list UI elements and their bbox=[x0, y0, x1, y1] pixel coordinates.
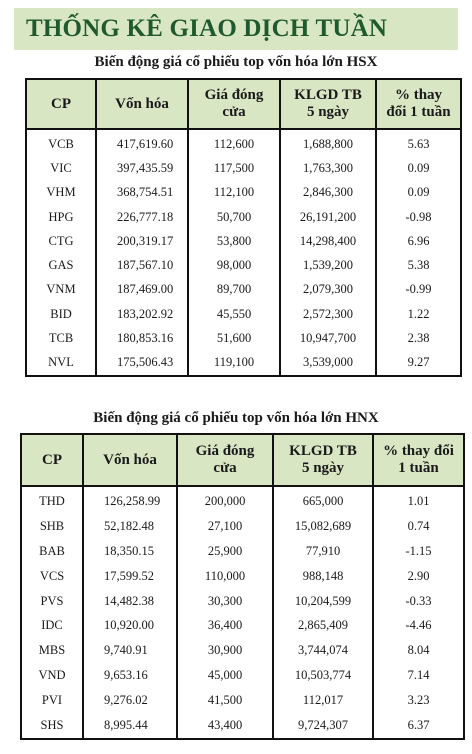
column-header-market-cap: Vốn hóa bbox=[96, 79, 188, 129]
close-price-cell: 112,600 bbox=[188, 129, 280, 156]
weekly-change-cell: 2.90 bbox=[373, 564, 464, 589]
close-price-cell: 110,000 bbox=[177, 564, 273, 589]
table-row bbox=[21, 486, 464, 514]
ticker-cell: PVI bbox=[21, 688, 83, 713]
market-cap-cell: 18,350.15 bbox=[83, 539, 177, 564]
close-price-cell: 51,600 bbox=[188, 326, 280, 350]
market-cap-cell: 9,740.91 bbox=[83, 638, 177, 663]
table-row bbox=[26, 326, 461, 350]
ticker-cell: PVS bbox=[21, 589, 83, 614]
avg-volume-cell: 77,910 bbox=[273, 539, 373, 564]
avg-volume-cell: 26,191,200 bbox=[280, 205, 376, 229]
avg-volume-cell: 1,688,800 bbox=[280, 129, 376, 156]
avg-volume-cell: 3,539,000 bbox=[280, 351, 376, 376]
avg-volume-cell: 1,539,200 bbox=[280, 253, 376, 277]
column-header-cp: CP bbox=[26, 79, 96, 129]
column-header-avg-volume: KLGD TB 5 ngày bbox=[273, 434, 373, 486]
page-title: THỐNG KÊ GIAO DỊCH TUẦN bbox=[26, 15, 388, 42]
avg-volume-cell: 988,148 bbox=[273, 564, 373, 589]
hsx-table-body bbox=[26, 129, 461, 376]
hnx-table bbox=[20, 433, 465, 740]
ticker-cell: VNM bbox=[26, 278, 96, 302]
column-header-market-cap: Vốn hóa bbox=[83, 434, 177, 486]
table-row bbox=[26, 302, 461, 326]
weekly-change-cell: 2.38 bbox=[376, 326, 461, 350]
column-header-cp: CP bbox=[21, 434, 83, 486]
weekly-change-cell: 6.37 bbox=[373, 713, 464, 739]
ticker-cell: VIC bbox=[26, 156, 96, 180]
close-price-cell: 25,900 bbox=[177, 539, 273, 564]
column-header-close-price: Giá đóng cửa bbox=[188, 79, 280, 129]
ticker-cell: MBS bbox=[21, 638, 83, 663]
close-price-cell: 89,700 bbox=[188, 278, 280, 302]
close-price-cell: 45,000 bbox=[177, 663, 273, 688]
table-row bbox=[26, 205, 461, 229]
weekly-change-cell: -0.99 bbox=[376, 278, 461, 302]
table-row bbox=[26, 229, 461, 253]
column-header-close-price: Giá đóng cửa bbox=[177, 434, 273, 486]
market-cap-cell: 9,276.02 bbox=[83, 688, 177, 713]
weekly-change-cell: 5.63 bbox=[376, 129, 461, 156]
column-header-weekly-change: % thay đổi 1 tuần bbox=[373, 434, 464, 486]
column-header-weekly-change: % thay đổi 1 tuần bbox=[376, 79, 461, 129]
ticker-cell: VCB bbox=[26, 129, 96, 156]
market-cap-cell: 17,599.52 bbox=[83, 564, 177, 589]
close-price-cell: 30,300 bbox=[177, 589, 273, 614]
avg-volume-cell: 2,572,300 bbox=[280, 302, 376, 326]
avg-volume-cell: 112,017 bbox=[273, 688, 373, 713]
hnx-table-body bbox=[21, 486, 464, 739]
close-price-cell: 36,400 bbox=[177, 613, 273, 638]
table-row bbox=[21, 713, 464, 739]
ticker-cell: IDC bbox=[21, 613, 83, 638]
market-cap-cell: 187,567.10 bbox=[96, 253, 188, 277]
weekly-change-cell: 1.01 bbox=[373, 486, 464, 514]
market-cap-cell: 368,754.51 bbox=[96, 181, 188, 205]
weekly-change-cell: -1.15 bbox=[373, 539, 464, 564]
market-cap-cell: 14,482.38 bbox=[83, 589, 177, 614]
avg-volume-cell: 3,744,074 bbox=[273, 638, 373, 663]
table-row bbox=[21, 688, 464, 713]
weekly-change-cell: -4.46 bbox=[373, 613, 464, 638]
weekly-change-cell: 5.38 bbox=[376, 253, 461, 277]
weekly-change-cell: 0.09 bbox=[376, 156, 461, 180]
close-price-cell: 200,000 bbox=[177, 486, 273, 514]
market-cap-cell: 200,319.17 bbox=[96, 229, 188, 253]
market-cap-cell: 126,258.99 bbox=[83, 486, 177, 514]
ticker-cell: GAS bbox=[26, 253, 96, 277]
close-price-cell: 112,100 bbox=[188, 181, 280, 205]
ticker-cell: VND bbox=[21, 663, 83, 688]
avg-volume-cell: 10,503,774 bbox=[273, 663, 373, 688]
table-row bbox=[21, 564, 464, 589]
table-row bbox=[26, 253, 461, 277]
ticker-cell: TCB bbox=[26, 326, 96, 350]
avg-volume-cell: 665,000 bbox=[273, 486, 373, 514]
close-price-cell: 27,100 bbox=[177, 514, 273, 539]
market-cap-cell: 226,777.18 bbox=[96, 205, 188, 229]
close-price-cell: 30,900 bbox=[177, 638, 273, 663]
avg-volume-cell: 9,724,307 bbox=[273, 713, 373, 739]
table-row bbox=[26, 129, 461, 156]
table-row bbox=[26, 351, 461, 376]
ticker-cell: BID bbox=[26, 302, 96, 326]
hsx-header-row bbox=[26, 79, 461, 129]
weekly-change-cell: 8.04 bbox=[373, 638, 464, 663]
market-cap-cell: 52,182.48 bbox=[83, 514, 177, 539]
ticker-cell: CTG bbox=[26, 229, 96, 253]
avg-volume-cell: 14,298,400 bbox=[280, 229, 376, 253]
table-row bbox=[21, 514, 464, 539]
ticker-cell: VHM bbox=[26, 181, 96, 205]
weekly-change-cell: 0.09 bbox=[376, 181, 461, 205]
hsx-section-title: Biến động giá cổ phiếu top vốn hóa lớn HSX bbox=[94, 54, 378, 70]
avg-volume-cell: 10,204,599 bbox=[273, 589, 373, 614]
weekly-change-cell: -0.98 bbox=[376, 205, 461, 229]
market-cap-cell: 10,920.00 bbox=[83, 613, 177, 638]
weekly-change-cell: 6.96 bbox=[376, 229, 461, 253]
weekly-change-cell: 9.27 bbox=[376, 351, 461, 376]
close-price-cell: 53,800 bbox=[188, 229, 280, 253]
page-header bbox=[14, 8, 458, 50]
column-header-avg-volume: KLGD TB 5 ngày bbox=[280, 79, 376, 129]
weekly-change-cell: 0.74 bbox=[373, 514, 464, 539]
ticker-cell: BAB bbox=[21, 539, 83, 564]
market-cap-cell: 183,202.92 bbox=[96, 302, 188, 326]
hnx-header-row bbox=[21, 434, 464, 486]
hnx-section-title: Biến động giá cổ phiếu top vốn hóa lớn HNX bbox=[93, 410, 379, 426]
close-price-cell: 50,700 bbox=[188, 205, 280, 229]
avg-volume-cell: 2,079,300 bbox=[280, 278, 376, 302]
table-row bbox=[21, 539, 464, 564]
market-cap-cell: 175,506.43 bbox=[96, 351, 188, 376]
ticker-cell: HPG bbox=[26, 205, 96, 229]
avg-volume-cell: 1,763,300 bbox=[280, 156, 376, 180]
avg-volume-cell: 2,865,409 bbox=[273, 613, 373, 638]
weekly-change-cell: 3.23 bbox=[373, 688, 464, 713]
ticker-cell: THD bbox=[21, 486, 83, 514]
market-cap-cell: 187,469.00 bbox=[96, 278, 188, 302]
hsx-table bbox=[25, 78, 462, 377]
close-price-cell: 98,000 bbox=[188, 253, 280, 277]
avg-volume-cell: 15,082,689 bbox=[273, 514, 373, 539]
table-row bbox=[21, 638, 464, 663]
market-cap-cell: 180,853.16 bbox=[96, 326, 188, 350]
weekly-change-cell: -0.33 bbox=[373, 589, 464, 614]
close-price-cell: 119,100 bbox=[188, 351, 280, 376]
close-price-cell: 43,400 bbox=[177, 713, 273, 739]
ticker-cell: SHB bbox=[21, 514, 83, 539]
avg-volume-cell: 10,947,700 bbox=[280, 326, 376, 350]
weekly-change-cell: 7.14 bbox=[373, 663, 464, 688]
ticker-cell: NVL bbox=[26, 351, 96, 376]
market-cap-cell: 8,995.44 bbox=[83, 713, 177, 739]
table-row bbox=[21, 613, 464, 638]
table-row bbox=[26, 156, 461, 180]
table-row bbox=[21, 589, 464, 614]
ticker-cell: SHS bbox=[21, 713, 83, 739]
market-cap-cell: 397,435.59 bbox=[96, 156, 188, 180]
close-price-cell: 117,500 bbox=[188, 156, 280, 180]
close-price-cell: 45,550 bbox=[188, 302, 280, 326]
table-row bbox=[21, 663, 464, 688]
ticker-cell: VCS bbox=[21, 564, 83, 589]
avg-volume-cell: 2,846,300 bbox=[280, 181, 376, 205]
table-row bbox=[26, 278, 461, 302]
weekly-change-cell: 1.22 bbox=[376, 302, 461, 326]
table-row bbox=[26, 181, 461, 205]
market-cap-cell: 9,653.16 bbox=[83, 663, 177, 688]
market-cap-cell: 417,619.60 bbox=[96, 129, 188, 156]
close-price-cell: 41,500 bbox=[177, 688, 273, 713]
